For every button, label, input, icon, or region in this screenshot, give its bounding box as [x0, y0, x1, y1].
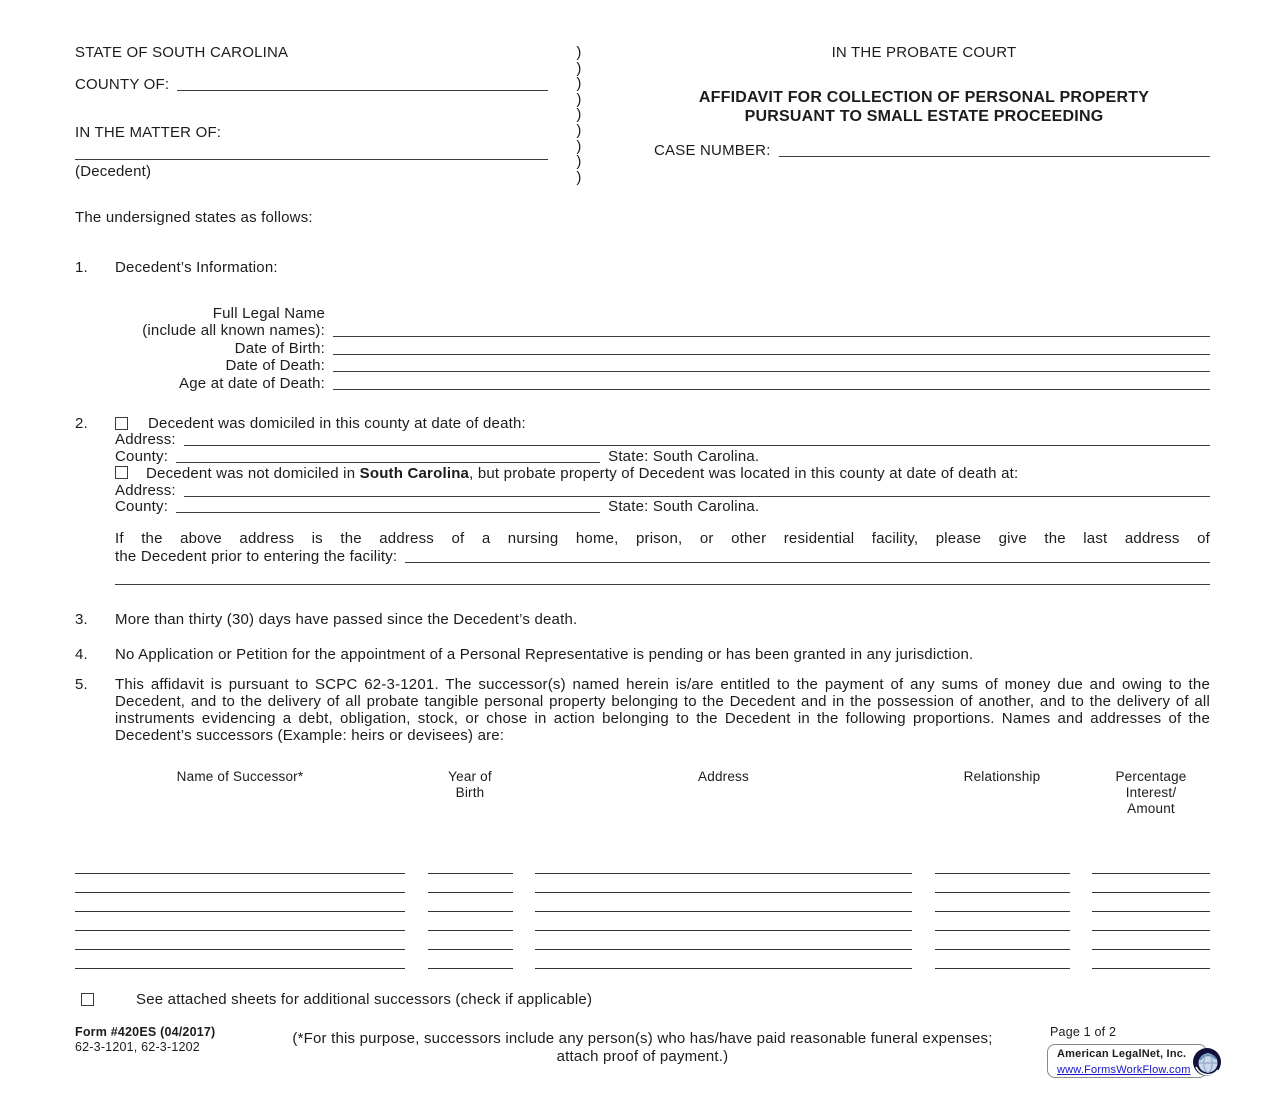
legalnet-company-name: American LegalNet, Inc. — [1057, 1048, 1187, 1060]
successor-row — [75, 950, 1210, 969]
successors-table-rows — [75, 855, 1210, 969]
address-1-row — [115, 432, 1210, 449]
paren-glyph: ) — [576, 44, 582, 61]
successor-row — [75, 874, 1210, 893]
item-5 — [75, 676, 1210, 744]
caption-left-column — [75, 44, 548, 185]
date-of-birth-label: Date of Birth: — [234, 339, 325, 357]
successors-table-header — [75, 769, 1210, 817]
date-of-birth-row — [75, 339, 1210, 357]
not-domiciled-text-2: , but probate property of Decedent was located in this county at date of death at: — [469, 465, 1019, 483]
successor-yob-line[interactable] — [428, 855, 513, 874]
decedent-caption: (Decedent) — [75, 163, 152, 180]
facility-text-line2: the Decedent prior to entering the facility: — [115, 548, 398, 566]
address-1-input[interactable] — [184, 431, 1210, 446]
form-number: Form #420ES (04/2017) — [75, 1025, 216, 1039]
age-at-death-input[interactable] — [333, 375, 1210, 390]
successor-relationship-line[interactable] — [935, 855, 1070, 874]
successor-row — [75, 855, 1210, 874]
successor-percentage-line[interactable] — [1092, 874, 1210, 893]
successor-address-line[interactable] — [535, 912, 912, 931]
date-of-death-input[interactable] — [333, 357, 1210, 372]
county-2-row — [115, 499, 1210, 516]
caption-right-column — [610, 44, 1210, 185]
successor-relationship-line[interactable] — [935, 912, 1070, 931]
successor-name-line[interactable] — [75, 874, 405, 893]
header-name-of-successor: Name of Successor* — [176, 769, 304, 785]
domiciled-option-label: Decedent was domiciled in this county at date of death: — [148, 414, 526, 432]
successor-name-line[interactable] — [75, 912, 405, 931]
attached-sheets-checkbox[interactable] — [81, 993, 94, 1006]
full-legal-name-label-row — [75, 304, 1210, 322]
decedent-info-fields — [75, 304, 1210, 392]
successor-address-line[interactable] — [535, 931, 912, 950]
address-2-input[interactable] — [184, 482, 1210, 497]
successor-name-line[interactable] — [75, 893, 405, 912]
county-of-label: COUNTY OF: — [75, 76, 170, 93]
date-of-death-row — [75, 357, 1210, 375]
statute-references: 62-3-1201, 62-3-1202 — [75, 1040, 200, 1054]
footer-form-info — [75, 1025, 215, 1055]
date-of-death-label: Date of Death: — [225, 357, 325, 375]
successor-percentage-line[interactable] — [1092, 931, 1210, 950]
case-number-label: CASE NUMBER: — [654, 142, 771, 159]
successor-yob-line[interactable] — [428, 931, 513, 950]
full-legal-name-input[interactable] — [333, 322, 1210, 337]
successor-row — [75, 931, 1210, 950]
item-2-number: 2. — [75, 414, 88, 432]
successor-yob-line[interactable] — [428, 893, 513, 912]
successor-footnote — [75, 1030, 1210, 1066]
not-domiciled-checkbox[interactable] — [115, 466, 128, 479]
header-percentage-interest: Percentage Interest/ Amount — [1115, 769, 1187, 817]
document-title-line1: AFFIDAVIT FOR COLLECTION OF PERSONAL PROPERTY — [698, 89, 1150, 106]
full-legal-name-label-line2: (include all known names): — [142, 322, 325, 340]
address-2-row — [115, 482, 1210, 499]
county-1-label: County: — [115, 447, 169, 465]
paren-glyph: ) — [576, 90, 582, 108]
successor-relationship-line[interactable] — [935, 931, 1070, 950]
successor-yob-line[interactable] — [428, 874, 513, 893]
successor-row — [75, 912, 1210, 931]
successor-relationship-line[interactable] — [935, 893, 1070, 912]
county-of-input[interactable] — [177, 76, 548, 91]
document-title-line2: PURSUANT TO SMALL ESTATE PROCEEDING — [744, 107, 1104, 125]
county-of-row — [75, 76, 548, 93]
county-2-input[interactable] — [176, 498, 600, 513]
paren-glyph: ) — [576, 106, 582, 124]
successor-percentage-line[interactable] — [1092, 912, 1210, 931]
item-4 — [75, 646, 1210, 663]
globe-icon — [1192, 1047, 1222, 1077]
item-3 — [75, 611, 1210, 628]
successor-address-line[interactable] — [535, 893, 912, 912]
paren-glyph: ) — [576, 59, 582, 77]
court-heading: IN THE PROBATE COURT — [831, 44, 1017, 61]
successor-percentage-line[interactable] — [1092, 950, 1210, 969]
not-domiciled-text-bold: South Carolina — [359, 465, 470, 483]
formsworkflow-link[interactable]: www.FormsWorkFlow.com — [1057, 1064, 1191, 1076]
address-2-label: Address: — [115, 481, 176, 499]
domiciled-checkbox[interactable] — [115, 417, 128, 430]
facility-text-line2-row — [115, 548, 1210, 565]
decedent-name-input[interactable] — [75, 150, 548, 160]
caption-header — [75, 44, 1210, 185]
state-1-text: State: South Carolina. — [608, 447, 760, 465]
successors-table — [75, 769, 1210, 969]
facility-paragraph — [115, 530, 1210, 585]
facility-address-input-line1[interactable] — [405, 548, 1210, 563]
item-5-number: 5. — [75, 676, 88, 694]
successor-relationship-line[interactable] — [935, 950, 1070, 969]
attached-sheets-row — [75, 991, 1210, 1008]
successor-footnote-line2: attach proof of payment.) — [556, 1048, 729, 1066]
header-address: Address — [698, 769, 749, 785]
not-domiciled-text-1: Decedent was not domiciled in — [146, 465, 360, 483]
full-legal-name-row — [75, 322, 1210, 340]
successor-name-line[interactable] — [75, 855, 405, 874]
successor-address-line[interactable] — [535, 950, 912, 969]
successor-relationship-line[interactable] — [935, 874, 1070, 893]
facility-address-input-line2[interactable] — [115, 571, 1210, 585]
item-1-number: 1. — [75, 259, 88, 277]
item-1 — [75, 259, 1210, 276]
intro-statement: The undersigned states as follows: — [75, 209, 313, 227]
address-1-label: Address: — [115, 431, 176, 449]
county-1-input[interactable] — [176, 448, 600, 463]
paren-glyph: ) — [576, 168, 582, 186]
item-5-text: This affidavit is pursuant to SCPC 62-3-1201. The successor(s) named herein is/are entitled to the payment of any sums of money due and owing to the Decedent, and to the delivery of all probate tangible personal property belonging to the Decedent and in the possession of another, and to the delivery of all instruments evidencing a debt, obligation, stock, or chose in action belonging to the Decedent in the following proportions. Names and addresses of the Decedent’s successors (Example: heirs or devisees) are: — [115, 676, 1210, 745]
date-of-birth-input[interactable] — [333, 340, 1210, 355]
successor-footnote-line1: (*For this purpose, successors include any person(s) who has/have paid reasonable funeral expenses; — [292, 1030, 993, 1048]
item-4-number: 4. — [75, 646, 88, 664]
successor-yob-line[interactable] — [428, 912, 513, 931]
header-year-of-birth: Year of Birth — [448, 769, 492, 801]
paren-glyph: ) — [576, 153, 582, 171]
item-3-text: More than thirty (30) days have passed since the Decedent’s death. — [115, 611, 578, 629]
document-title — [638, 89, 1210, 126]
case-number-input[interactable] — [779, 142, 1210, 157]
item-2 — [75, 415, 1210, 586]
paren-glyph: ) — [576, 121, 582, 139]
successor-percentage-line[interactable] — [1092, 855, 1210, 874]
in-the-matter-of-label: IN THE MATTER OF: — [75, 124, 222, 141]
full-legal-name-label-line1: Full Legal Name — [212, 304, 325, 322]
attached-sheets-label: See attached sheets for additional successors (check if applicable) — [136, 991, 593, 1009]
successor-yob-line[interactable] — [428, 950, 513, 969]
successor-address-line[interactable] — [535, 874, 912, 893]
domiciled-option-row — [115, 415, 1210, 432]
item-1-title: Decedent’s Information: — [115, 259, 278, 277]
successor-percentage-line[interactable] — [1092, 893, 1210, 912]
facility-text-line1: If the above address is the address of a nursing home, prison, or other residential facility, please give the last address of — [115, 530, 1210, 548]
item-3-number: 3. — [75, 611, 88, 629]
successor-address-line[interactable] — [535, 855, 912, 874]
not-domiciled-option — [115, 465, 1210, 482]
paren-glyph: ) — [576, 75, 582, 93]
county-2-label: County: — [115, 498, 169, 516]
header-relationship: Relationship — [963, 769, 1041, 785]
paren-glyph: ) — [576, 137, 582, 155]
state-2-text: State: South Carolina. — [608, 498, 760, 516]
successor-row — [75, 893, 1210, 912]
age-at-death-row — [75, 374, 1210, 392]
age-at-death-label: Age at date of Death: — [179, 374, 325, 392]
successor-name-line[interactable] — [75, 931, 405, 950]
county-1-row — [115, 448, 1210, 465]
case-number-row — [638, 142, 1210, 159]
state-heading: STATE OF SOUTH CAROLINA — [75, 44, 289, 61]
item-4-text: No Application or Petition for the appointment of a Personal Representative is pending or has been granted in any jurisdiction. — [115, 646, 974, 664]
caption-parentheses-column — [548, 44, 610, 185]
successor-name-line[interactable] — [75, 950, 405, 969]
page-indicator: Page 1 of 2 — [1050, 1025, 1117, 1039]
legalnet-badge — [1047, 1044, 1207, 1078]
